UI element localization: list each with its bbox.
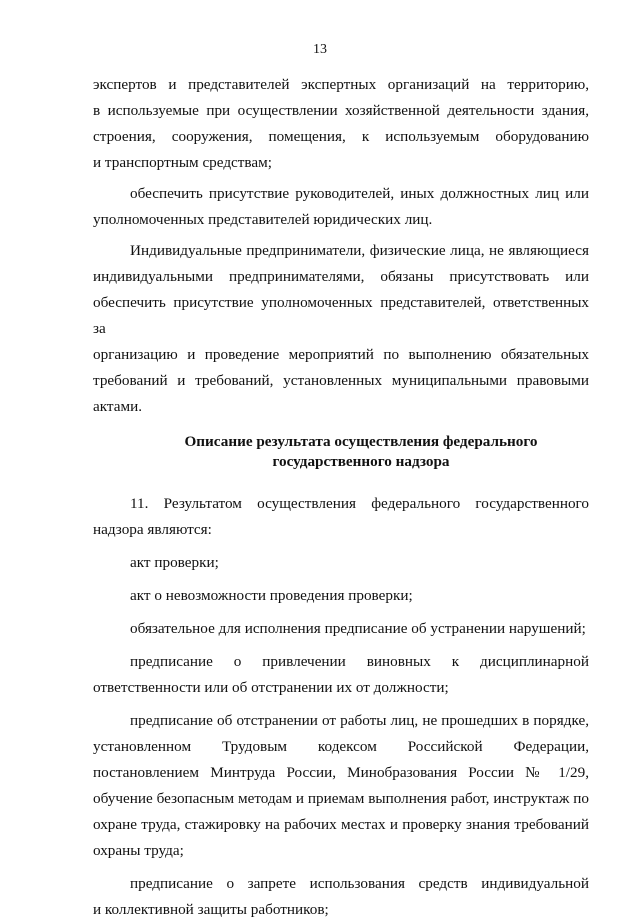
text-line: охраны труда; [93,842,184,859]
text-line: постановлением Минтруда России, Минобразования России № 1/29, [93,764,589,781]
text-line: организацию и проведение мероприятий по выполнению обязательных [93,346,589,363]
list-item: обязательное для исполнения предписание об устранении нарушений; [130,620,586,637]
heading-line: государственного надзора [272,453,450,470]
text-line: охране труда, стажировку на рабочих местах и проверку знания требований [93,816,589,833]
text-line: экспертов и представителей экспертных организаций на территорию, [93,76,589,93]
text-line: требований и требований, установленных муниципальными правовыми [93,372,589,389]
text-line: обучение безопасным методам и приемам выполнения работ, инструктаж по [93,790,589,807]
text-line: обеспечить присутствие уполномоченных представителей, ответственных за [93,294,589,337]
list-item: предписание о запрете использования средств индивидуальной [130,875,589,892]
text-line: надзора являются: [93,521,212,538]
text-line: и коллективной защиты работников; [93,901,329,918]
list-item: предписание о привлечении виновных к дисциплинарной [130,653,589,670]
text-line: 11. Результатом осуществления федерального государственного [130,495,589,512]
section-heading [93,432,589,472]
text-line: уполномоченных представителей юридических лиц. [93,211,433,228]
list-item: предписание об отстранении от работы лиц, не прошедших в порядке, [130,712,589,729]
text-line: Индивидуальные предприниматели, физические лица, не являющиеся [130,242,589,259]
list-item: акт о невозможности проведения проверки; [130,587,413,604]
page-number: 13 [313,42,327,57]
heading-line: Описание результата осуществления федерального [184,433,538,450]
text-line: в используемые при осуществлении хозяйственной деятельности здания, [93,102,589,119]
text-line: актами. [93,398,143,415]
text-line: и транспортным средствам; [93,154,272,171]
text-line: строения, сооружения, помещения, к используемым оборудованию [93,128,589,145]
document-body [93,72,589,923]
text-line: индивидуальными предпринимателями, обязаны присутствовать или [93,268,589,285]
list-item: акт проверки; [130,554,219,571]
text-line: обеспечить присутствие руководителей, иных должностных лиц или [130,185,589,202]
text-line: установленном Трудовым кодексом Российской Федерации, [93,738,589,755]
text-line: ответственности или об отстранении их от должности; [93,679,449,696]
